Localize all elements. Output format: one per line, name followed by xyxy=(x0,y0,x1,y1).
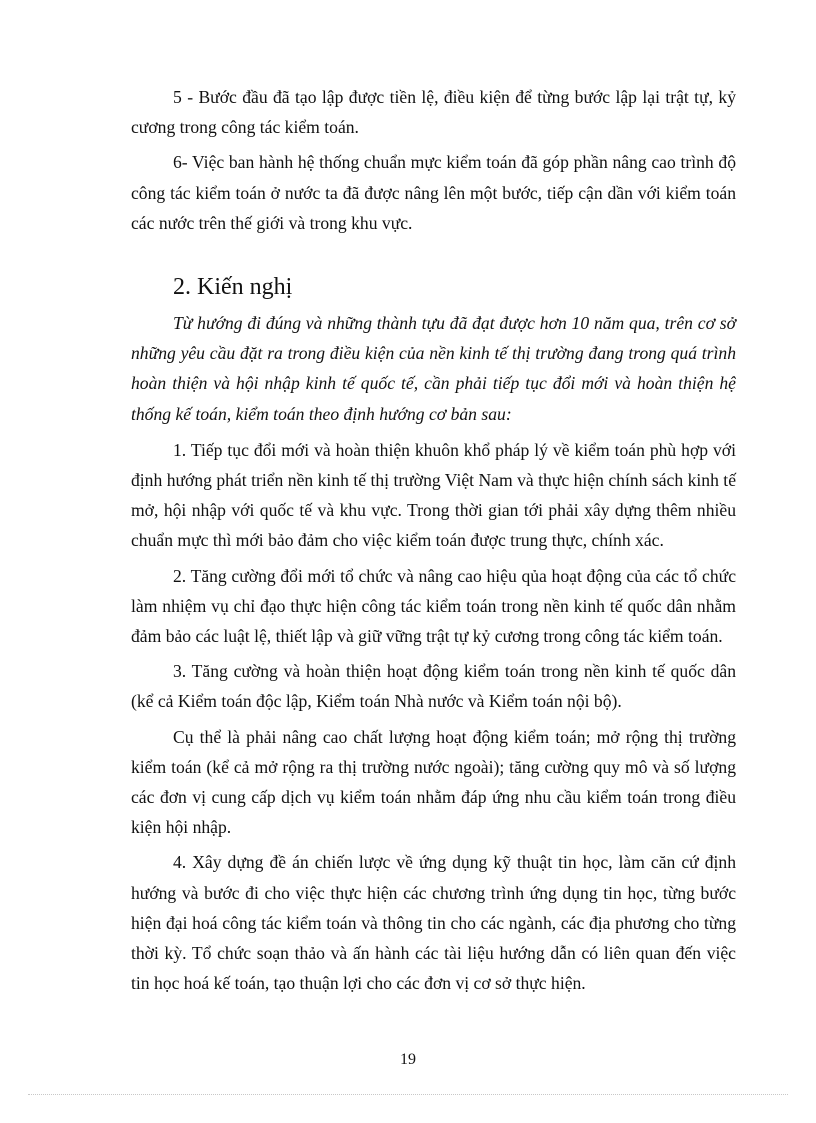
section-intro: Từ hướng đi đúng và những thành tựu đã đạt được hơn 10 năm qua, trên cơ sở những yêu cầu đặt ra trong điều kiện của nền kinh tế thị trường đang trong quá trình hoàn thiện và hội nhập kinh tế quốc tế, cần phải tiếp tục đổi mới và hoàn thiện hệ thống kế toán, kiểm toán theo định hướng cơ bản sau: xyxy=(131,313,736,424)
recommendation-3-detail: Cụ thể là phải nâng cao chất lượng hoạt động kiểm toán; mở rộng thị trường kiểm toán (kể cả mở rộng ra thị trường nước ngoài); tăng cường quy mô và số lượng các đơn vị cung cấp dịch vụ kiểm toán nhằm đáp ứng nhu cầu kiểm toán trong điều kiện hội nhập. xyxy=(131,726,736,838)
section-intro-block xyxy=(131,308,736,429)
page-number: 19 xyxy=(400,1051,416,1068)
page-bottom-divider xyxy=(28,1094,788,1095)
recommendation-2: 2. Tăng cường đổi mới tổ chức và nâng cao hiệu qủa hoạt động của các tổ chức làm nhiệm vụ chỉ đạo thực hiện công tác kiểm toán trong nền kinh tế quốc dân nhằm đảm bảo các luật lệ, thiết lập và giữ vững trật tự kỷ cương trong công tác kiểm toán. xyxy=(131,565,736,647)
paragraph-point-6: 6- Việc ban hành hệ thống chuẩn mực kiểm toán đã góp phần nâng cao trình độ công tác kiểm toán ở nước ta đã được nâng lên một bước, tiếp cận dần với kiểm toán các nước trên thế giới và trong khu vực. xyxy=(131,152,736,233)
section-heading: 2. Kiến nghị xyxy=(173,274,293,301)
recommendation-4: 4. Xây dựng đề án chiến lược về ứng dụng kỹ thuật tin học, làm căn cứ định hướng và bước đi cho việc thực hiện các chương trình ứng dụng tin học, từng bước hiện đại hoá công tác kiểm toán và thông tin cho các ngành, các địa phương cho từng thời kỳ. Tổ chức soạn thảo và ấn hành các tài liệu hướng dẫn có liên quan đến việc tin học hoá kế toán, tạo thuận lợi cho các đơn vị cơ sở thực hiện. xyxy=(131,852,736,994)
paragraph-point-5: 5 - Bước đầu đã tạo lập được tiền lệ, điều kiện để từng bước lập lại trật tự, kỷ cương trong công tác kiểm toán. xyxy=(131,87,736,138)
recommendation-3: 3. Tăng cường và hoàn thiện hoạt động kiểm toán trong nền kinh tế quốc dân (kể cả Kiểm toán độc lập, Kiểm toán Nhà nước và Kiểm toán nội bộ). xyxy=(131,661,736,712)
recommendation-1: 1. Tiếp tục đổi mới và hoàn thiện khuôn khổ pháp lý về kiểm toán phù hợp với định hướng phát triển nền kinh tế thị trường Việt Nam và thực hiện chính sách kinh tế mở, hội nhập với quốc tế và khu vực. Trong thời gian tới phải xây dựng thêm nhiều chuẩn mực thì mới bảo đảm cho việc kiểm toán được trung thực, chính xác. xyxy=(131,439,736,551)
page-body xyxy=(131,82,736,998)
